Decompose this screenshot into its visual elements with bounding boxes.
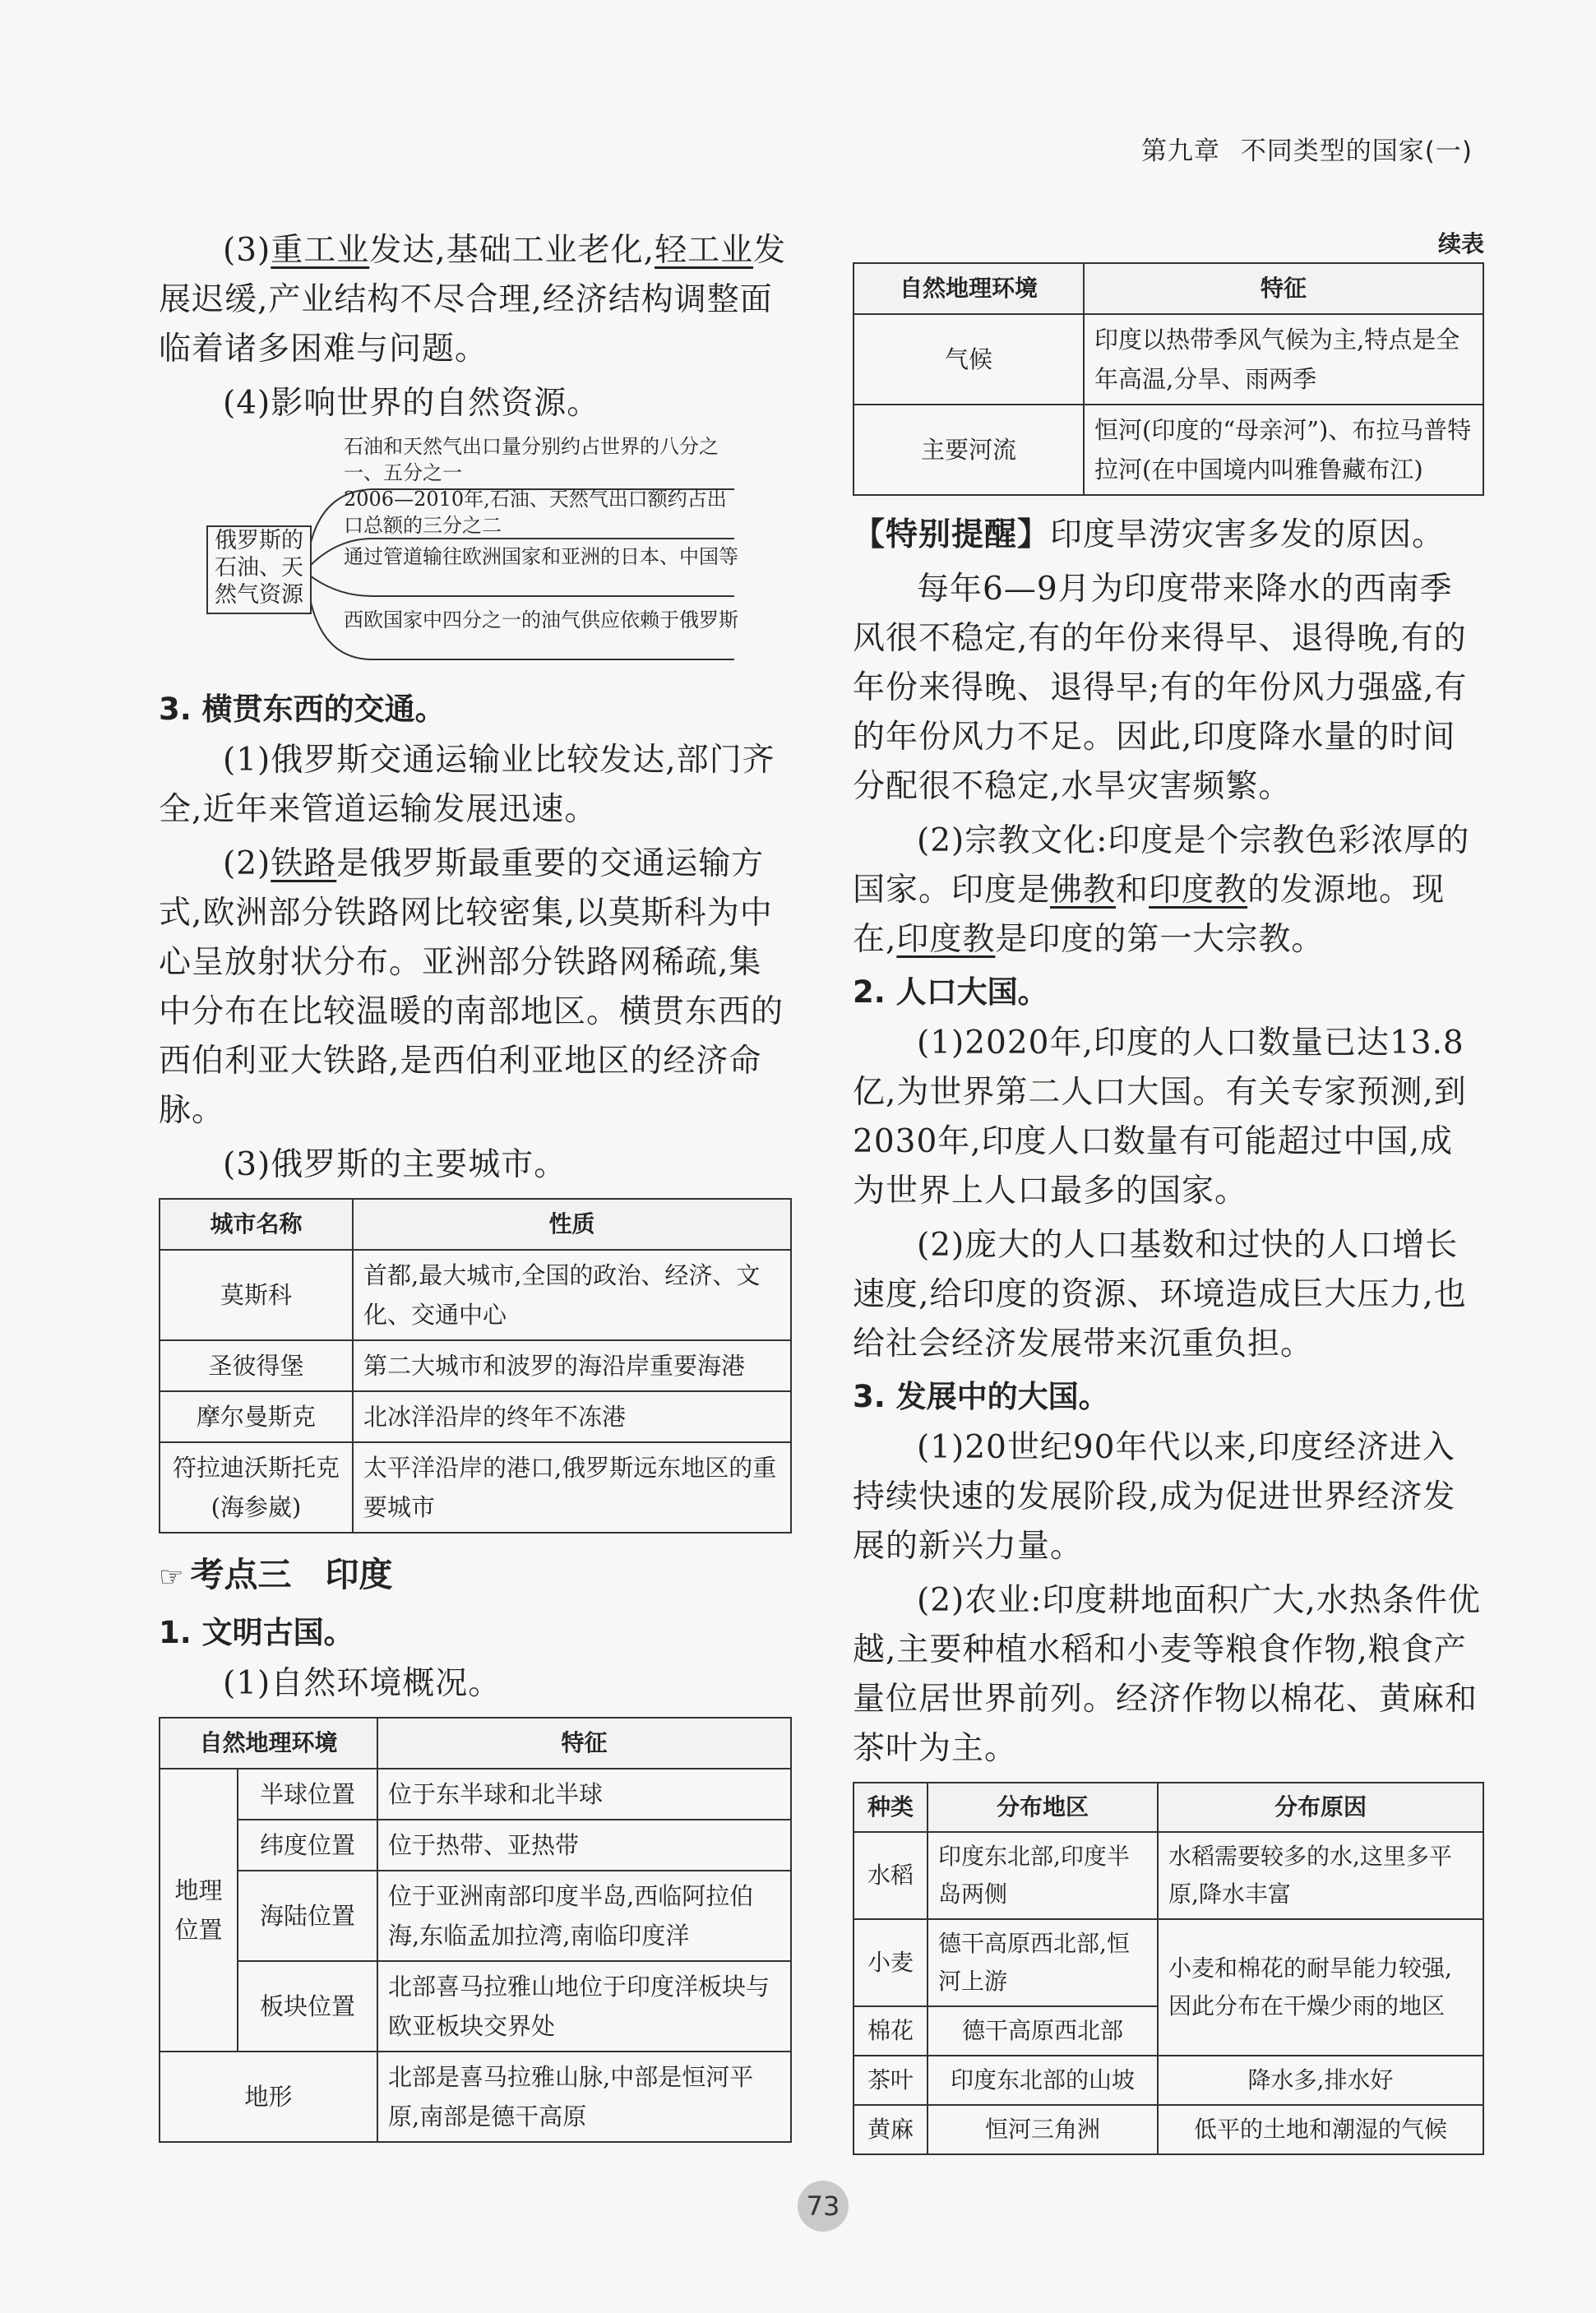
table-cell: 棉花 — [854, 2006, 928, 2056]
paragraph-environment: (1)自然环境概况。 — [223, 1665, 502, 1702]
underlined-term: 印度教 — [1149, 872, 1248, 909]
table-cell: 北部喜马拉雅山地位于印度洋板块与欧亚板块交界处 — [377, 1961, 791, 2052]
table-cell: 莫斯科 — [160, 1250, 353, 1340]
table-cell: 降水多,排水好 — [1158, 2056, 1483, 2105]
table-cell: 海陆位置 — [238, 1871, 377, 1961]
table-cell: 板块位置 — [238, 1961, 377, 2052]
table-header: 分布地区 — [928, 1783, 1158, 1832]
table-cell: 低平的土地和潮湿的气候 — [1158, 2105, 1483, 2154]
table-header-row — [160, 1718, 791, 1769]
table-cell: 位于东半球和北半球 — [377, 1769, 791, 1820]
table-cell: 位于热带、亚热带 — [377, 1820, 791, 1871]
diagram-branch-label: 西欧国家中四分之一的油气供应依赖于俄罗斯 — [344, 608, 738, 631]
table-row — [160, 1961, 791, 2052]
environment-table — [159, 1717, 792, 2143]
table-row — [854, 314, 1483, 405]
table-row — [854, 405, 1483, 495]
paragraph-transport-2: (2)铁路是俄罗斯最重要的交通运输方式,欧洲部分铁路网比较密集,以莫斯科为中心呈放射状分布。亚洲部分铁路网稀疏,集中分布在比较温暖的南部地区。横贯东西的西伯利亚大铁路,是西伯利亚地区的经济命脉。 — [159, 845, 784, 1129]
table-cell: 小麦 — [854, 1919, 928, 2006]
pointing-hand-icon: ☞ — [159, 1561, 184, 1594]
continued-label: 续表 — [1437, 230, 1484, 257]
table-cell: 符拉迪沃斯托克(海参崴) — [160, 1442, 353, 1533]
table-header: 城市名称 — [160, 1199, 353, 1250]
table-header: 性质 — [353, 1199, 791, 1250]
chapter-title: 不同类型的国家(一) — [1240, 136, 1473, 166]
table-row — [160, 1250, 791, 1340]
table-row — [160, 2052, 791, 2142]
underlined-term: 印度教 — [896, 921, 996, 958]
paragraph-religion: (2)宗教文化:印度是个宗教色彩浓厚的国家。印度是佛教和印度教的发源地。现在,印度教是印度的第一大宗教。 — [853, 822, 1470, 958]
section-heading-development: 3. 发展中的大国。 — [853, 1379, 1109, 1414]
paragraph-resources: (4)影响世界的自然资源。 — [223, 385, 600, 422]
table-row — [160, 1340, 791, 1391]
left-column — [159, 226, 792, 2158]
page-number: 73 — [798, 2181, 849, 2232]
chapter-header — [1130, 130, 1473, 167]
table-header: 特征 — [1084, 263, 1483, 314]
table-cell-group: 地理位置 — [160, 1769, 238, 2052]
exam-point-heading — [159, 1550, 792, 1602]
table-cell: 德干高原西北部 — [928, 2006, 1158, 2056]
table-header-row — [854, 263, 1483, 314]
table-cell: 第二大城市和波罗的海沿岸重要海港 — [353, 1340, 791, 1391]
table-cell: 茶叶 — [854, 2056, 928, 2105]
table-cell: 北部是喜马拉雅山脉,中部是恒河平原,南部是德干高原 — [377, 2052, 791, 2142]
chapter-number: 第九章 — [1140, 136, 1220, 166]
table-cell: 圣彼得堡 — [160, 1340, 353, 1391]
diagram-center-box: 俄罗斯的石油、天然气资源 — [206, 525, 312, 614]
crop-table — [853, 1782, 1484, 2155]
table-cell: 水稻需要较多的水,这里多平原,降水丰富 — [1158, 1832, 1483, 1919]
paragraph-monsoon: 每年6—9月为印度带来降水的西南季风很不稳定,有的年份来得早、退得晚,有的年份来得晚、退得早;有的年份风力强盛,有的年份风力不足。因此,印度降水量的时间分配很不稳定,水旱灾害频繁。 — [853, 571, 1468, 805]
underlined-term: 铁路 — [271, 845, 337, 882]
table-row — [160, 1871, 791, 1961]
underlined-term: 佛教 — [1050, 872, 1117, 909]
paragraph-population-2: (2)庞大的人口基数和过快的人口增长速度,给印度的资源、环境造成巨大压力,也给社会经济发展带来沉重负担。 — [853, 1227, 1467, 1362]
table-header-row — [160, 1199, 791, 1250]
underlined-term: 重工业 — [271, 232, 370, 269]
special-reminder-label: 【特别提醒】 — [853, 516, 1051, 553]
table-cell: 主要河流 — [854, 405, 1084, 495]
table-cell: 恒河三角洲 — [928, 2105, 1158, 2154]
section-heading-population: 2. 人口大国。 — [853, 974, 1048, 1010]
table-cell: 摩尔曼斯克 — [160, 1391, 353, 1442]
table-cell: 恒河(印度的“母亲河”)、布拉马普特拉河(在中国境内叫雅鲁藏布江) — [1084, 405, 1483, 495]
table-cell: 北冰洋沿岸的终年不冻港 — [353, 1391, 791, 1442]
section-heading-civilization: 1. 文明古国。 — [159, 1615, 354, 1650]
table-cell: 印度东北部的山坡 — [928, 2056, 1158, 2105]
table-header: 分布原因 — [1158, 1783, 1483, 1832]
table-header: 自然地理环境 — [160, 1718, 377, 1769]
paragraph-agriculture: (2)农业:印度耕地面积广大,水热条件优越,主要种植水稻和小麦等粮食作物,粮食产量位居世界前列。经济作物以棉花、黄麻和茶叶为主。 — [853, 1582, 1481, 1767]
branch-line — [307, 573, 734, 596]
table-header: 自然地理环境 — [854, 263, 1084, 314]
right-column — [853, 226, 1484, 2170]
resource-diagram — [159, 433, 792, 680]
table-cell: 印度东北部,印度半岛两侧 — [928, 1832, 1158, 1919]
table-header-row — [854, 1783, 1483, 1832]
table-cell: 气候 — [854, 314, 1084, 405]
diagram-branch-label: 通过管道输往欧洲国家和亚洲的日本、中国等 — [344, 545, 738, 568]
city-table — [159, 1198, 792, 1534]
table-cell: 纬度位置 — [238, 1820, 377, 1871]
table-row — [160, 1769, 791, 1820]
table-cell: 太平洋沿岸的港口,俄罗斯远东地区的重要城市 — [353, 1442, 791, 1533]
table-cell: 印度以热带季风气候为主,特点是全年高温,分旱、雨两季 — [1084, 314, 1483, 405]
paragraph-development-1: (1)20世纪90年代以来,印度经济进入持续快速的发展阶段,成为促进世界经济发展的新兴力量。 — [853, 1429, 1456, 1565]
table-cell: 小麦和棉花的耐旱能力较强,因此分布在干燥少雨的地区 — [1158, 1919, 1483, 2056]
table-row — [854, 2056, 1483, 2105]
underlined-term: 轻工业 — [655, 232, 754, 269]
table-cell: 地形 — [160, 2052, 377, 2142]
table-header: 种类 — [854, 1783, 928, 1832]
table-row — [854, 1919, 1483, 2006]
diagram-branch-label: 2006—2010年,石油、天然气出口额约占出口总额的三分之二 — [344, 488, 727, 537]
special-reminder: 【特别提醒】印度旱涝灾害多发的原因。 — [853, 516, 1446, 553]
table-row — [160, 1820, 791, 1871]
table-header: 特征 — [377, 1718, 791, 1769]
table-cell: 位于亚洲南部印度半岛,西临阿拉伯海,东临孟加拉湾,南临印度洋 — [377, 1871, 791, 1961]
table-cell: 首都,最大城市,全国的政治、经济、文化、交通中心 — [353, 1250, 791, 1340]
table-cell: 半球位置 — [238, 1769, 377, 1820]
section-heading-transport: 3. 横贯东西的交通。 — [159, 692, 446, 727]
table-row — [854, 2105, 1483, 2154]
paragraph-transport-1: (1)俄罗斯交通运输业比较发达,部门齐全,近年来管道运输发展迅速。 — [159, 742, 775, 828]
table-cell: 黄麻 — [854, 2105, 928, 2154]
diagram-branch-label: 石油和天然气出口量分别约占世界的八分之一、五分之一 — [344, 435, 719, 484]
paragraph-industry: (3)重工业发达,基础工业老化,轻工业发展迟缓,产业结构不尽合理,经济结构调整面临着诸多困难与问题。 — [159, 232, 787, 368]
table-row — [160, 1442, 791, 1533]
environment-table-continued — [853, 262, 1484, 496]
exam-point-title: 考点三 印度 — [190, 1555, 393, 1594]
paragraph-population-1: (1)2020年,印度的人口数量已达13.8亿,为世界第二人口大国。有关专家预测,到2030年,印度人口数量有可能超过中国,成为世界上人口最多的国家。 — [853, 1025, 1467, 1210]
table-row — [160, 1391, 791, 1442]
table-cell: 德干高原西北部,恒河上游 — [928, 1919, 1158, 2006]
table-row — [854, 1832, 1483, 1919]
paragraph-cities: (3)俄罗斯的主要城市。 — [223, 1146, 567, 1183]
table-cell: 水稻 — [854, 1832, 928, 1919]
